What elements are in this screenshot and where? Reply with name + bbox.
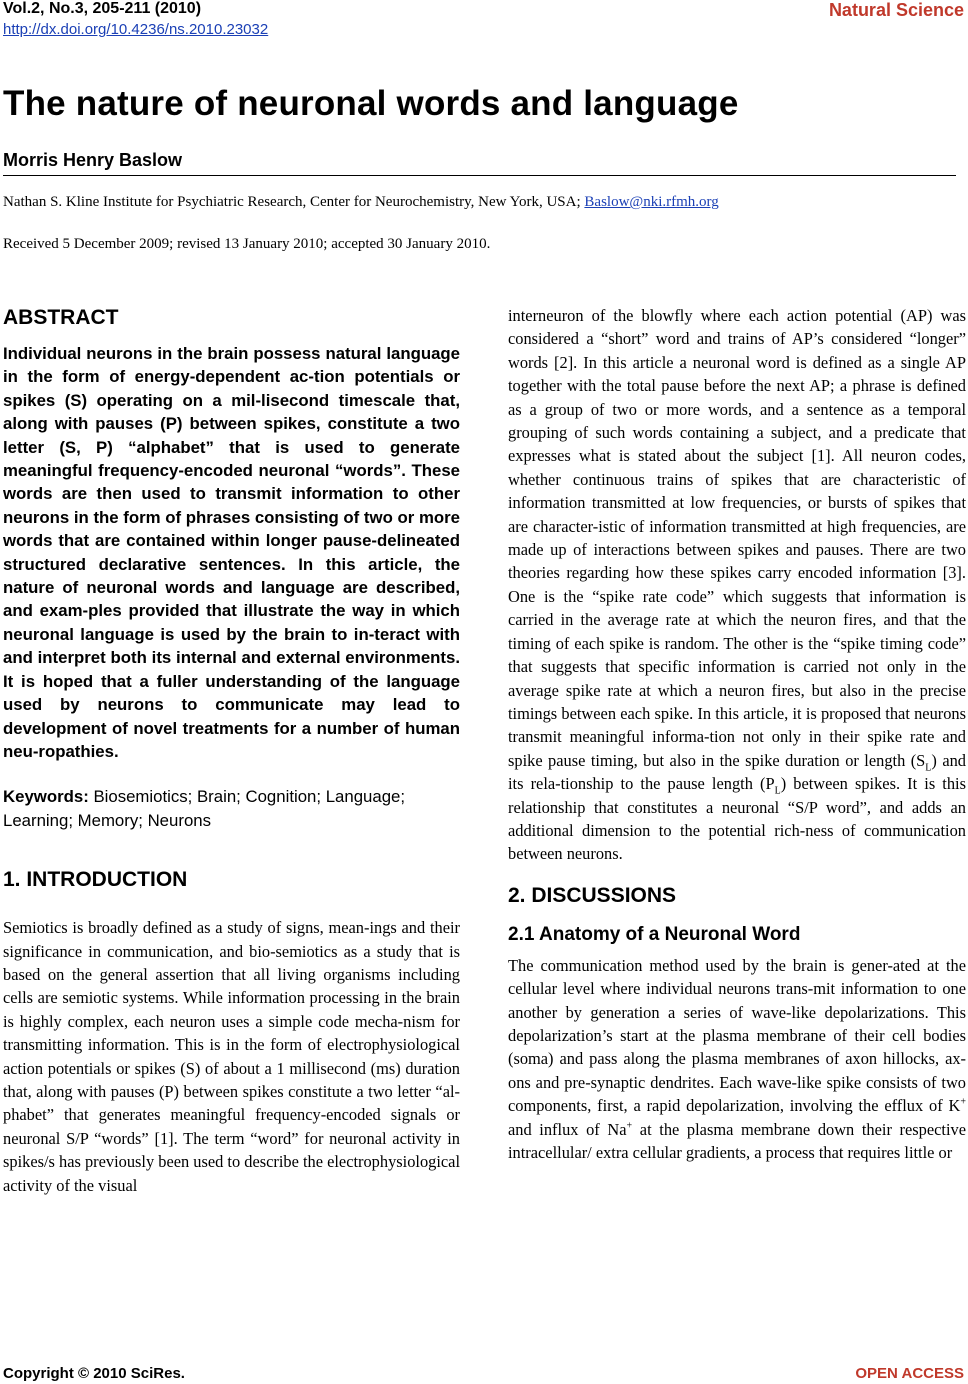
journal-name: Natural Science bbox=[828, 0, 964, 20]
text-run: The communication method used by the brain is gener-ated at the cellular level where individual neurons trans-mit information to one another by generation a series of wave-like depolarizations. This depolarization’s start at the plasma membrane of their cell bodies (soma) and pass along the plasma membranes of axon hillocks, ax-ons and pre-synaptic dendrites. Each wave-like spike consists of two components, first, a rapid depolarization, involving the efflux of K bbox=[508, 955, 966, 1116]
keywords-label: Keywords: bbox=[3, 787, 89, 807]
affiliation-text: Nathan S. Kline Institute for Psychiatric Research, Center for Neurochemistry, New York, USA; bbox=[3, 194, 585, 210]
text-run: ) and its rela-tionship to the pause length (P bbox=[508, 750, 966, 794]
author-name: Morris Henry Baslow bbox=[3, 150, 183, 170]
subscript-l: L bbox=[774, 785, 781, 797]
anatomy-text bbox=[508, 954, 966, 1165]
left-column bbox=[3, 300, 460, 1197]
paper-title: The nature of neuronal words and language bbox=[3, 84, 739, 123]
keywords-list: Biosemiotics; Brain; Cognition; Language; Learning; Memory; Neurons bbox=[3, 787, 406, 830]
text-run: interneuron of the blowfly where each action potential (AP) was considered a “short” word and trains of AP’s considered “longer” words [2]. In this article a neuronal word is defined as a single AP together with the total pause before the next AP; a phrase is defined as a group of two or more words, and a sentence as a temporal grouping of such words containing a subject, and a predicate that expresses what is stated about the subject [1]. All neuron codes, whether continuous trains of spikes that are characteristic of information transmitted at low frequencies, or bursts of spikes that are character-istic of information transmitted at high frequencies, are made up of interactions between spikes and pauses. There are two theories regarding how these spikes carry encoded information [3]. One is the “spike rate code” which suggests that information is carried in the average rate at which the neuron fires, and that the timing of each spike is random. The other is the “spike timing code” that suggests that specific information is carried not only in the average spike rate at which a neuron fires, but also in the precise timings between each spike. In this article, it is proposed that neurons transmit meaningful informa-tion not only in their spike rate and spike pause timing, but also in the spike duration or length (S bbox=[508, 306, 966, 770]
keywords bbox=[3, 785, 460, 832]
abstract-heading: ABSTRACT bbox=[3, 306, 119, 329]
text-run: ) between spikes. It is this relationship that constitutes a neuronal “S/P word”, and adds an additional dimension to the potential rich-ness of communication between neurons. bbox=[508, 774, 966, 864]
introduction-continued-text bbox=[508, 304, 966, 866]
author-email-link[interactable]: Baslow@nki.rfmh.org bbox=[584, 194, 719, 210]
text-run: at the plasma membrane down their respective intracellular/ extra cellular gradients, a process that requires little or bbox=[508, 1119, 966, 1162]
subscript-l: L bbox=[925, 762, 932, 773]
introduction-text: Semiotics is broadly defined as a study of signs, mean-ings and their significance in communication, and bio-semiotics as a study that is based on the general assertion that all living organisms including cells are semiotic systems. While information processing in the brain is highly complex, each neuron uses a simple code mecha-nism for transmitting information. This is in the form of electrophysiological action potentials or spikes (S) of about a 1 millisecond (ms) duration that, along with pauses (P) between spikes constitute a two letter “al-phabet” that generates meaningful frequency-encoded signals or neuronal S/P “words” [1]. The term “word” for neuronal activity in spikes/s has previously been used to describe the electrophysiological activity of the visual bbox=[3, 918, 461, 1195]
anatomy-subheading: 2.1 Anatomy of a Neuronal Word bbox=[508, 923, 801, 945]
right-column bbox=[508, 304, 966, 1164]
discussions-heading: 2. DISCUSSIONS bbox=[508, 883, 677, 907]
author-divider bbox=[3, 175, 956, 176]
footer-copyright: Copyright © 2010 SciRes. bbox=[3, 1365, 185, 1382]
journal-volume-info: Vol.2, No.3, 205-211 (2010) bbox=[3, 0, 202, 17]
abstract-text: Individual neurons in the brain possess natural language in the form of energy-dependent ac-tion potentials or spikes (S) operating on a mil-lisecond timescale that, along with pauses (P) between spikes, constitute a two letter (S, P) “alphabet” that is used to generate meaningful frequency-encoded neuronal “words”. These words are then used to transmit information to other neurons in the form of phrases consisting of two or more words that are contained within longer pause-delineated structured declarative sentences. In this article, the nature of neuronal words and language are described, and exam-ples provided that illustrate the way in which neuronal language is used by the brain to in-teract with and interpret both its internal and external environments. It is hoped that a fuller understanding of the language used by neurons to communicate may lead to development of novel treatments for a number of human neu-ropathies. bbox=[3, 344, 460, 761]
introduction-heading: 1. INTRODUCTION bbox=[3, 868, 188, 892]
superscript-plus: + bbox=[626, 1120, 633, 1132]
superscript-plus: + bbox=[960, 1096, 966, 1108]
doi-link[interactable]: http://dx.doi.org/10.4236/ns.2010.23032 bbox=[3, 21, 269, 38]
footer-open-access: OPEN ACCESS bbox=[855, 1365, 964, 1382]
received-dates: Received 5 December 2009; revised 13 January 2010; accepted 30 January 2010. bbox=[3, 236, 491, 252]
affiliation bbox=[3, 190, 719, 214]
text-run: and influx of Na bbox=[508, 1119, 627, 1139]
